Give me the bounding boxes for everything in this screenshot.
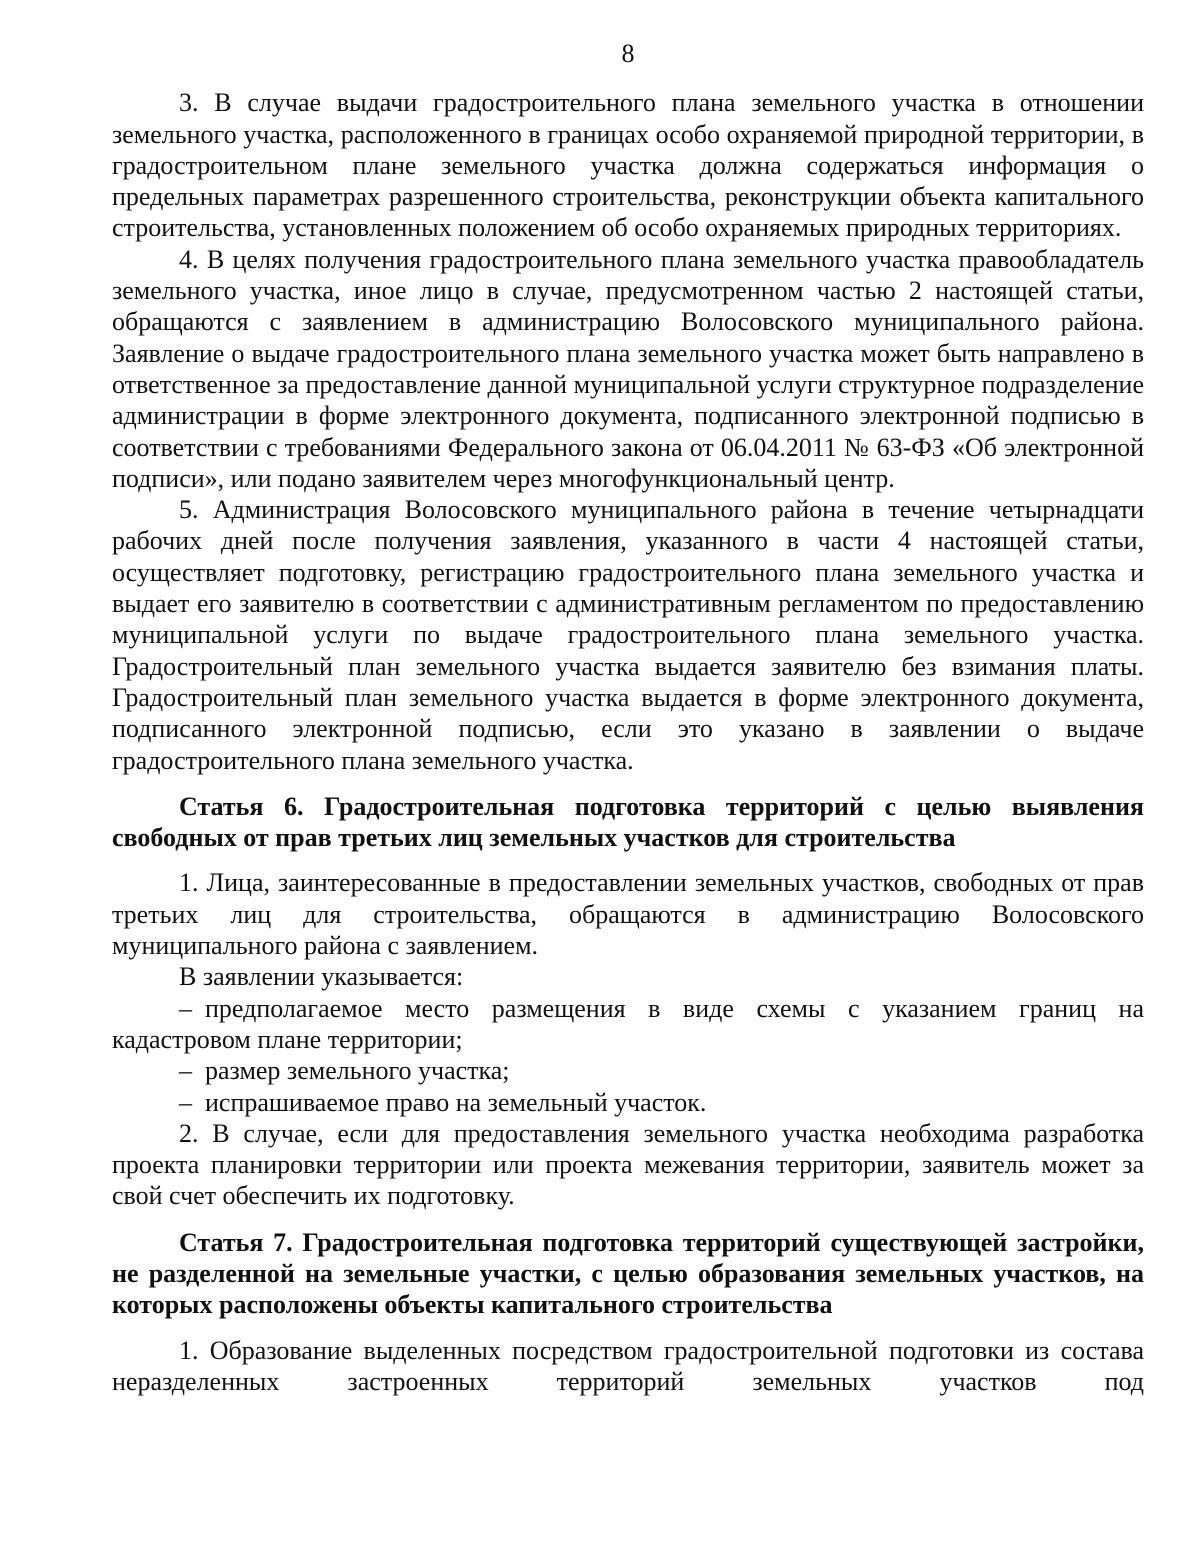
article-6-list-intro: В заявлении указывается:	[179, 962, 464, 992]
paragraph-3: 3. В случае выдачи градостроительного плана земельного участка в отношении земельного участка, расположенного в границах особо охраняемой природной территории, в градостроительном плане земельного участка должна содержаться информация о предельных параметрах разрешенного строительства, реконструкции объекта капитального строительства, установленных положением об особо охраняемых природных территориях.	[112, 88, 1144, 243]
article-6-paragraph-2: 2. В случае, если для предоставления земельного участка необходима разработка проекта планировки территории или проекта межевания территории, заявитель может за свой счет обеспечить их подготовку.	[112, 1118, 1144, 1211]
article-6-list-item	[112, 1087, 1144, 1118]
article-6-heading: Статья 6. Градостроительная подготовка территорий с целью выявления свободных от прав третьих лиц земельных участков для строительства	[112, 791, 1144, 853]
dash-bullet: –	[179, 993, 192, 1023]
list-item-text: испрашиваемое право на земельный участок.	[205, 1087, 707, 1117]
article-7-paragraph-1: 1. Образование выделенных посредством градостроительной подготовки из состава неразделенных застроенных территорий земельных участков под	[112, 1335, 1144, 1396]
list-item-text: предполагаемое место размещения в виде схемы с указанием границ на кадастровом плане территории;	[112, 993, 1144, 1054]
paragraph-4: 4. В целях получения градостроительного плана земельного участка правообладатель земельного участка, иное лицо в случае, предусмотренном частью 2 настоящей статьи, обращаются с заявлением в администрацию Волосовского муниципального района. Заявление о выдаче градостроительного плана земельного участка может быть направлено в ответственное за предоставление данной муниципальной услуги структурное подразделение администрации в форме электронного документа, подписанного электронной подписью в соответствии с требованиями Федерального закона от 06.04.2011 № 63-ФЗ «Об электронной подписи», или подано заявителем через многофункциональный центр.	[112, 244, 1144, 493]
article-7-heading: Статья 7. Градостроительная подготовка территорий существующей застройки, не разделенной на земельные участки, с целью образования земельных участков, на которых расположены объекты капитального строительства	[112, 1227, 1144, 1320]
article-6-paragraph-1: 1. Лица, заинтересованные в предоставлении земельных участков, свободных от прав третьих лиц для строительства, обращаются в администрацию Волосовского муниципального района с заявлением.	[112, 868, 1144, 961]
list-item-text: размер земельного участка;	[205, 1056, 510, 1086]
document-page	[112, 38, 1144, 1397]
paragraph-5: 5. Администрация Волосовского муниципального района в течение четырнадцати рабочих дней после получения заявления, указанного в части 4 настоящей статьи, осуществляет подготовку, регистрацию градостроительного плана земельного участка и выдает его заявителю в соответствии с административным регламентом по предоставлению муниципальной услуги по выдаче градостроительного плана земельного участка. Градостроительный план земельного участка выдается заявителю без взимания платы. Градостроительный план земельного участка выдается в форме электронного документа, подписанного электронной подписью, если это указано в заявлении о выдаче градостроительного плана земельного участка.	[112, 495, 1144, 775]
article-6-list-item	[112, 993, 1144, 1056]
dash-bullet: –	[179, 1056, 192, 1086]
page-number: 8	[621, 39, 635, 68]
article-6-list-item	[112, 1055, 1144, 1086]
dash-bullet: –	[179, 1087, 192, 1117]
